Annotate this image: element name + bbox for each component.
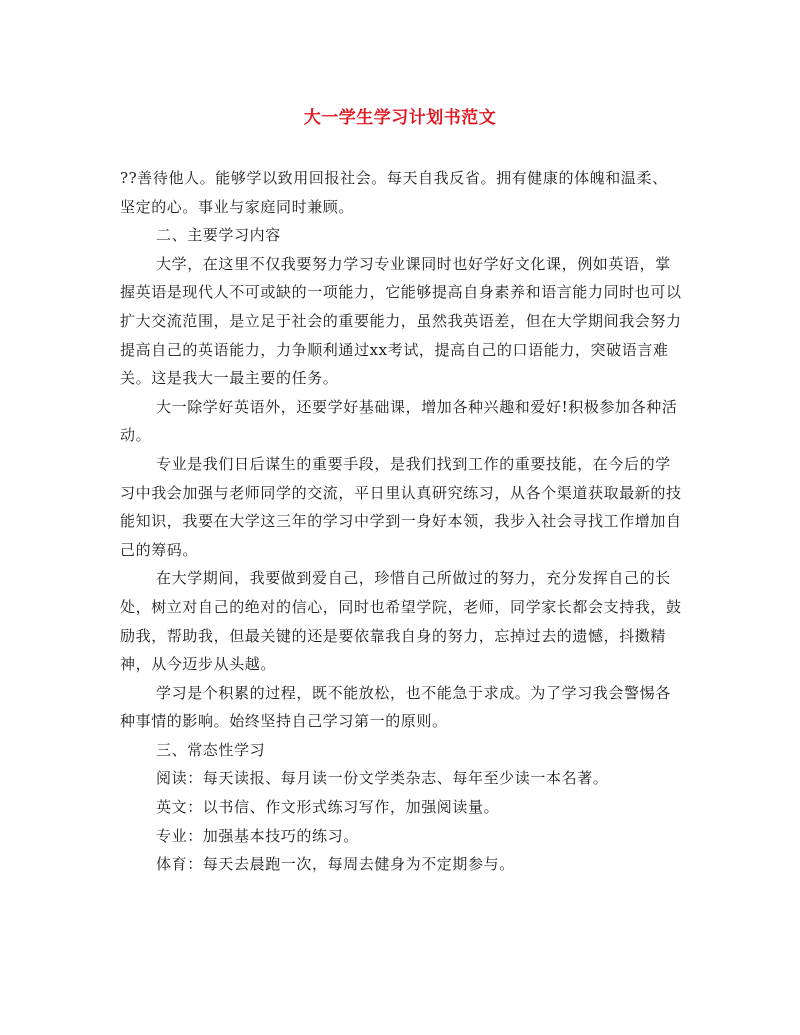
paragraph-english-study: 大学，在这里不仅我要努力学习专业课同时也好学好文化课，例如英语，掌握英语是现代人不可或缺的一项能力，它能够提高自身素养和语言能力同时也可以扩大交流范围，是立足于社会的重要能力，虽然我英语差，但在大学期间我会努力提高自己的英语能力，力争顺利通过xx考试，提高自己的口语能力，突破语言难关。这是我大一最主要的任务。 — [120, 254, 682, 388]
section-heading-main-content: 二、主要学习内容 — [156, 226, 281, 245]
paragraph-intro: ??善待他人。能够学以致用回报社会。每天自我反省。拥有健康的体魄和温柔、坚定的心。事业与家庭同时兼顾。 — [120, 169, 668, 216]
document-title: 大一学生学习计划书范文 — [303, 108, 497, 128]
list-item-english: 英文：以书信、作文形式练习写作，加强阅读量。 — [156, 798, 500, 817]
paragraph-self-confidence: 在大学期间，我要做到爱自己，珍惜自己所做过的努力，充分发挥自己的长处，树立对自己的绝对的信心，同时也希望学院，老师，同学家长都会支持我，鼓励我，帮助我，但最关键的还是要依靠我自身的努力，忘掉过去的遗憾，抖擞精神，从今迈步从头越。 — [120, 569, 682, 674]
paragraph-major-study: 专业是我们日后谋生的重要手段，是我们找到工作的重要技能，在今后的学习中我会加强与老师同学的交流，平日里认真研究练习，从各个渠道获取最新的技能知识，我要在大学这三年的学习中学到一身好本领，我步入社会寻找工作增加自己的筹码。 — [120, 454, 682, 559]
paragraph-accumulation: 学习是个积累的过程，既不能放松，也不能急于求成。为了学习我会警惕各种事情的影响。始终坚持自己学习第一的原则。 — [120, 683, 671, 731]
paragraph-basic-courses: 大一除学好英语外，还要学好基础课，增加各种兴趣和爱好!积极参加各种活动。 — [120, 397, 678, 445]
document-body — [120, 164, 682, 879]
section-heading-regular-study: 三、常态性学习 — [156, 740, 266, 759]
list-item-major: 专业：加强基本技巧的练习。 — [156, 826, 359, 845]
list-item-sports: 体育：每天去晨跑一次，每周去健身为不定期参与。 — [156, 855, 515, 874]
list-item-reading: 阅读：每天读报、每月读一份文学类杂志、每年至少读一本名著。 — [156, 769, 609, 788]
